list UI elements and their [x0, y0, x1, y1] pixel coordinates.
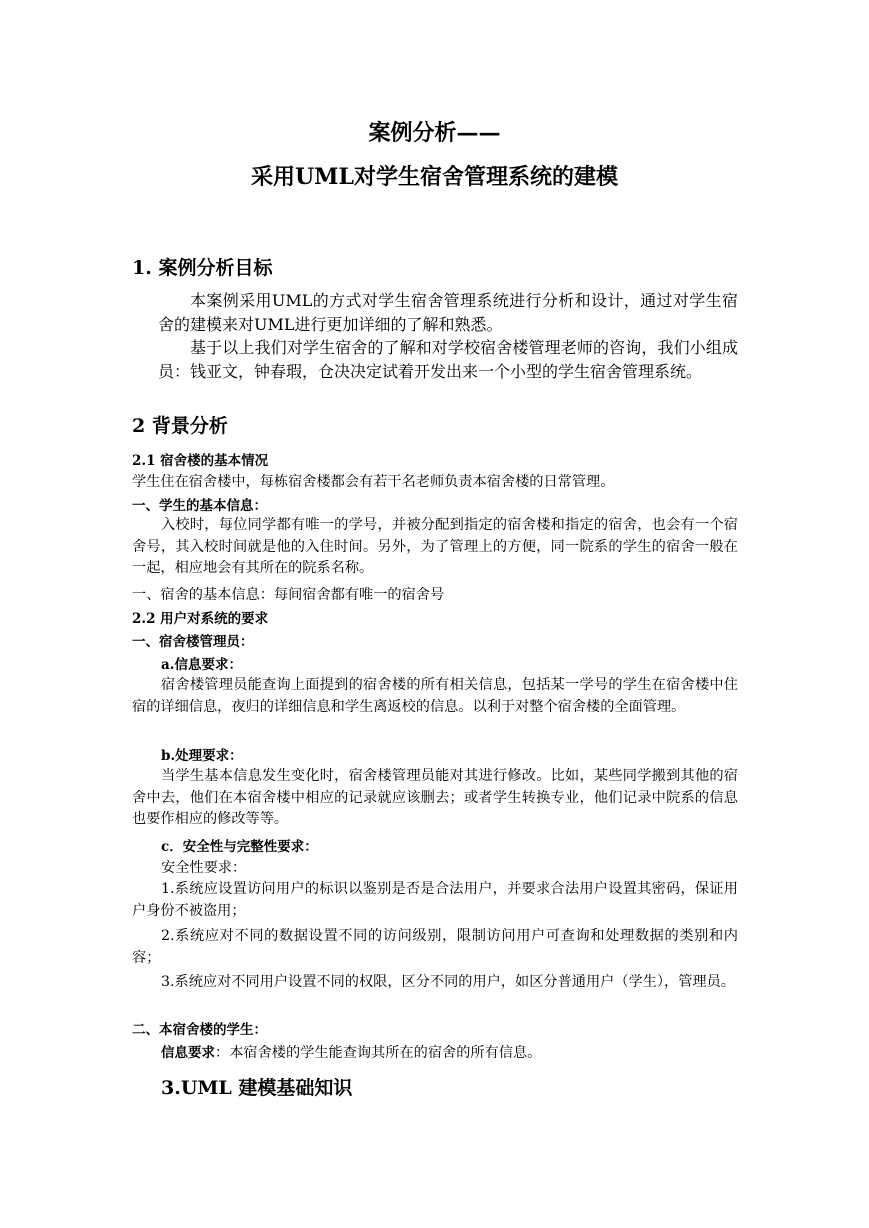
list-item: 2.系统应对不同的数据设置不同的访问级别，限制访问用户可查询和处理数据的类别和内容； — [132, 928, 738, 966]
list-item: 1.系统应设置访问用户的标识以鉴别是否是合法用户，并要求合法用户设置其密码，保证用户身份不被盗用； — [132, 881, 738, 919]
paragraph — [161, 1041, 541, 1062]
inline-text: ：本宿舍楼的学生能查询其所在的宿舍的所有信息。 — [215, 1045, 542, 1061]
paragraph: 本案例采用UML的方式对学生宿舍管理系统进行分析和设计，通过对学生宿舍的建模来对UML进行更加详细的了解和熟悉。 — [158, 291, 738, 334]
list-item: 3.系统应对不同用户设置不同的权限，区分不同的用户，如区分普通用户（学生），管理员。 — [161, 974, 735, 990]
doc-title-line1: 案例分析—— — [368, 120, 501, 146]
section-heading-1: 1. 案例分析目标 — [132, 257, 273, 279]
item-heading: b.处理要求： — [161, 748, 243, 764]
list-heading: 二、本宿舍楼的学生： — [132, 1022, 267, 1038]
item-heading: c．安全性与完整性要求： — [161, 839, 318, 855]
section-heading-2: 2 背景分析 — [132, 415, 228, 437]
inline-label: 信息要求 — [161, 1045, 215, 1061]
paragraph: 安全性要求： — [161, 860, 247, 876]
list-heading: 一、学生的基本信息： — [132, 498, 267, 514]
subsection-heading: 2.1 宿舍楼的基本情况 — [132, 453, 269, 469]
paragraph: 宿舍楼管理员能查询上面提到的宿舍楼的所有相关信息，包括某一学号的学生在宿舍楼中住宿的详细信息，夜归的详细信息和学生离返校的信息。以利于对整个宿舍楼的全面管理。 — [132, 677, 738, 715]
item-heading: a.信息要求： — [161, 657, 242, 673]
paragraph: 基于以上我们对学生宿舍的了解和对学校宿舍楼管理老师的咨询，我们小组成员：钱亚文，钟春瑕，仓决决定试着开发出来一个小型的学生宿舍管理系统。 — [158, 338, 738, 381]
paragraph: 当学生基本信息发生变化时，宿舍楼管理员能对其进行修改。比如，某些同学搬到其他的宿舍中去，他们在本宿舍楼中相应的记录就应该删去；或者学生转换专业，他们记录中院系的信息也要作相应的修改等等。 — [132, 768, 738, 827]
list-item: 一、宿舍的基本信息：每间宿舍都有唯一的宿舍号 — [132, 587, 445, 603]
doc-title-line2: 采用UML对学生宿舍管理系统的建模 — [250, 164, 618, 190]
paragraph: 入校时，每位同学都有唯一的学号，并被分配到指定的宿舍楼和指定的宿舍，也会有一个宿舍号，其入校时间就是他的入住时间。另外，为了管理上的方便，同一院系的学生的宿舍一般在一起，相应地会有其所在的院系名称。 — [132, 517, 738, 576]
subsection-heading: 2.2 用户对系统的要求 — [132, 611, 269, 627]
paragraph: 学生住在宿舍楼中，每栋宿舍楼都会有若干名老师负责本宿舍楼的日常管理。 — [132, 474, 615, 490]
list-heading: 一、宿舍楼管理员： — [132, 634, 254, 650]
section-heading-3: 3.UML 建模基础知识 — [161, 1077, 353, 1099]
